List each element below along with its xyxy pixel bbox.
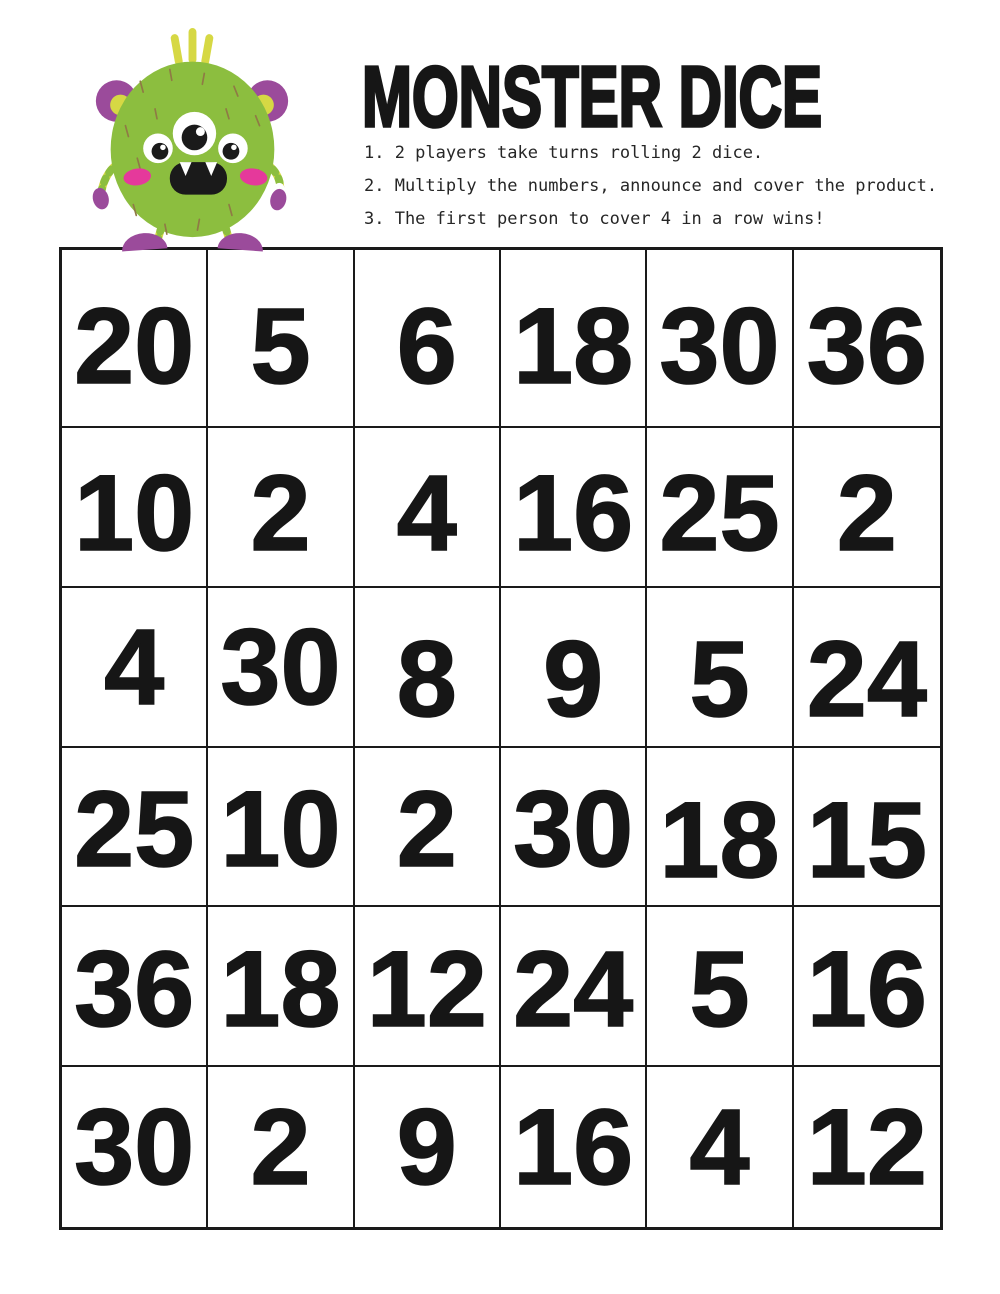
board-cell-r6c1[interactable]: 30 xyxy=(62,1067,208,1227)
board-cell-r6c6[interactable]: 12 xyxy=(806,1086,927,1208)
instruction-1: 1. 2 players take turns rolling 2 dice. xyxy=(364,143,764,163)
board-cell-r2c1[interactable]: 10 xyxy=(62,428,208,588)
board-cell-r4c5[interactable]: 18 xyxy=(647,748,793,908)
board-cell-r6c5[interactable]: 4 xyxy=(647,1067,793,1227)
board-cell-r5c2[interactable]: 18 xyxy=(208,907,354,1067)
instructions-list xyxy=(364,137,937,236)
board-cell-r2c4[interactable]: 16 xyxy=(501,428,647,588)
monster-illustration xyxy=(86,22,298,252)
board-cell-r4c2[interactable]: 10 xyxy=(208,748,354,908)
board-cell-r1c3[interactable]: 6 xyxy=(355,250,501,428)
board-cell-r1c6[interactable]: 36 xyxy=(794,250,940,428)
board-cell-r6c4[interactable]: 16 xyxy=(501,1067,647,1227)
instruction-3: 3. The first person to cover 4 in a row wins! xyxy=(364,209,825,229)
monster-mouth xyxy=(170,162,227,195)
board-cell-r6c2[interactable]: 2 xyxy=(208,1067,354,1227)
board-cell-r5c6[interactable]: 16 xyxy=(794,907,940,1067)
board-cell-r5c4[interactable]: 24 xyxy=(501,907,647,1067)
board-cell-r2c2[interactable]: 2 xyxy=(208,428,354,588)
instruction-2: 2. Multiply the numbers, announce and cover the product. xyxy=(364,176,938,196)
board-cell-r2c5[interactable]: 25 xyxy=(647,428,793,588)
game-board xyxy=(59,247,943,1230)
board-cell-r6c3[interactable]: 9 xyxy=(355,1067,501,1227)
board-cell-r1c4[interactable]: 18 xyxy=(501,250,647,428)
board-cell-r1c1[interactable]: 20 xyxy=(62,250,208,428)
monster-icon xyxy=(86,22,298,252)
board-cell-r3c3[interactable]: 8 xyxy=(355,588,501,748)
board-cell-r3c4[interactable]: 9 xyxy=(501,588,647,748)
board-cell-r3c1[interactable]: 4 xyxy=(62,588,208,748)
board-cell-r4c4[interactable]: 30 xyxy=(501,748,647,908)
board-cell-r4c3[interactable]: 2 xyxy=(355,748,501,908)
board-cell-r4c1[interactable]: 25 xyxy=(62,748,208,908)
board-cell-r1c5[interactable]: 30 xyxy=(647,250,793,428)
board-cell-r1c2[interactable]: 5 xyxy=(208,250,354,428)
board-cell-r3c6[interactable]: 24 xyxy=(794,588,940,748)
board-cell-r3c5[interactable]: 5 xyxy=(647,588,793,748)
board-cell-r3c2[interactable]: 30 xyxy=(208,588,354,748)
board-cell-r5c5[interactable]: 5 xyxy=(647,907,793,1067)
monster-spikes xyxy=(170,28,214,66)
board-cell-r2c6[interactable]: 2 xyxy=(794,428,940,588)
board-cell-r2c3[interactable]: 4 xyxy=(355,428,501,588)
board-cell-r5c3[interactable]: 12 xyxy=(355,907,501,1067)
board-cell-r4c6[interactable]: 15 xyxy=(794,748,940,908)
board-cell-r5c1[interactable]: 36 xyxy=(62,907,208,1067)
page-title: MONSTER DICE xyxy=(362,49,823,145)
